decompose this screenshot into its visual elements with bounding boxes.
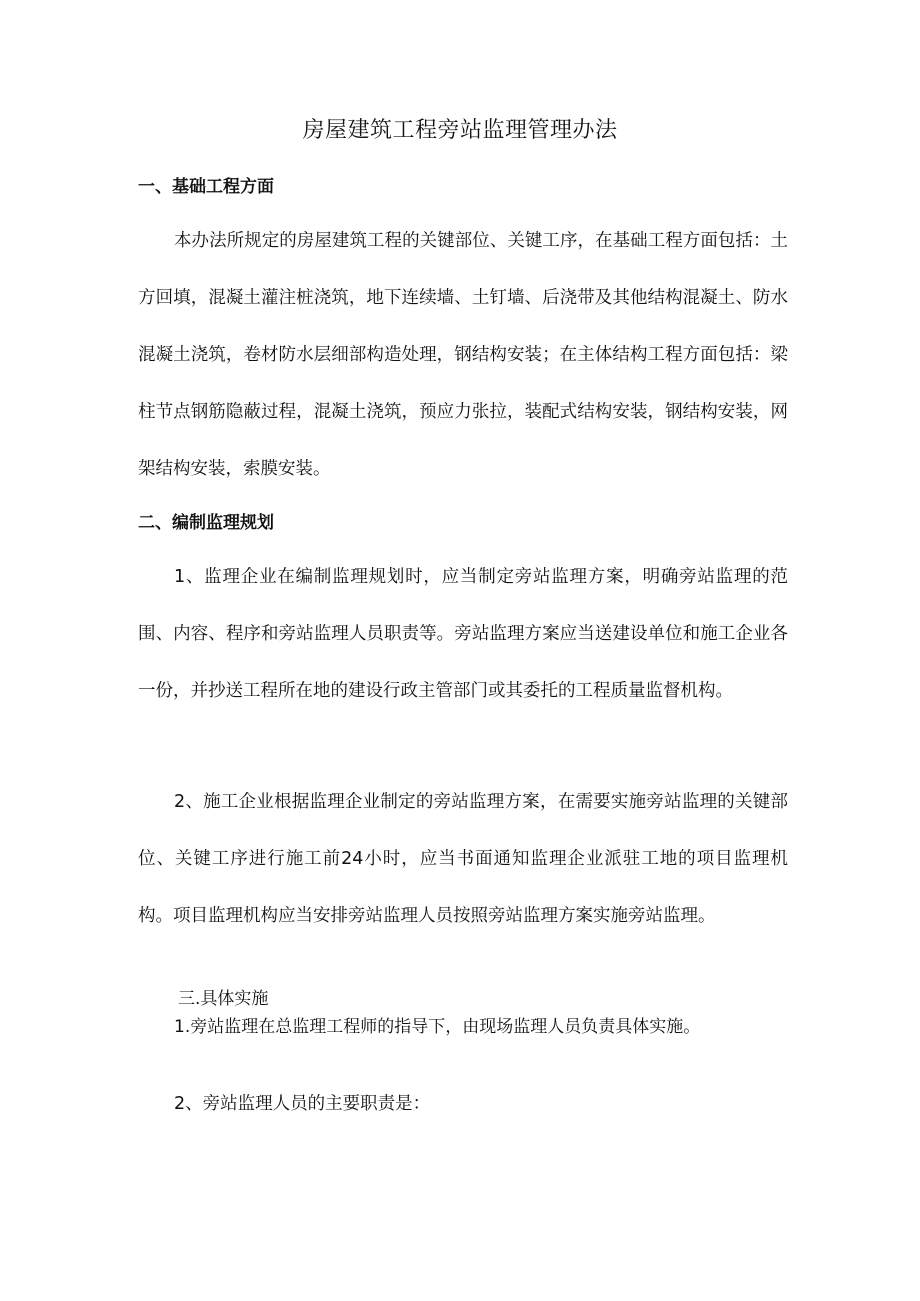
section-heading-3: 三.具体实施 [178,989,269,1009]
section-1-paragraph: 本办法所规定的房屋建筑工程的关键部位、关键工序，在基础工程方面包括：土方回填，混凝土灌注桩浇筑，地下连续墙、土钉墙、后浇带及其他结构混凝土、防水混凝土浇筑，卷材防水层细部构造处理，钢结构安装；在主体结构工程方面包括：梁柱节点钢筋隐蔽过程，混凝土浇筑，预应力张拉，装配式结构安装，钢结构安装，网架结构安装，索膜安装。 [138,231,788,479]
section-3-item-2: 2、旁站监理人员的主要职责是： [174,1094,431,1114]
section-2-paragraph-1: 1、监理企业在编制监理规划时，应当制定旁站监理方案，明确旁站监理的范围、内容、程序和旁站监理人员职责等。旁站监理方案应当送建设单位和施工企业各一份，并抄送工程所在地的建设行政主管部门或其委托的工程质量监督机构。 [138,567,788,701]
section-3-item-1: 1.旁站监理在总监理工程师的指导下，由现场监理人员负责具体实施。 [174,1017,701,1037]
section-heading-1: 一、基础工程方面 [138,177,274,197]
section-2-paragraph-2: 2、施工企业根据监理企业制定的旁站监理方案，在需要实施旁站监理的关键部位、关键工序进行施工前24小时，应当书面通知监理企业派驻工地的项目监理机构。项目监理机构应当安排旁站监理人员按照旁站监理方案实施旁站监理。 [138,792,788,926]
document-title: 房屋建筑工程旁站监理管理办法 [302,118,618,143]
section-heading-2: 二、编制监理规划 [138,513,274,533]
